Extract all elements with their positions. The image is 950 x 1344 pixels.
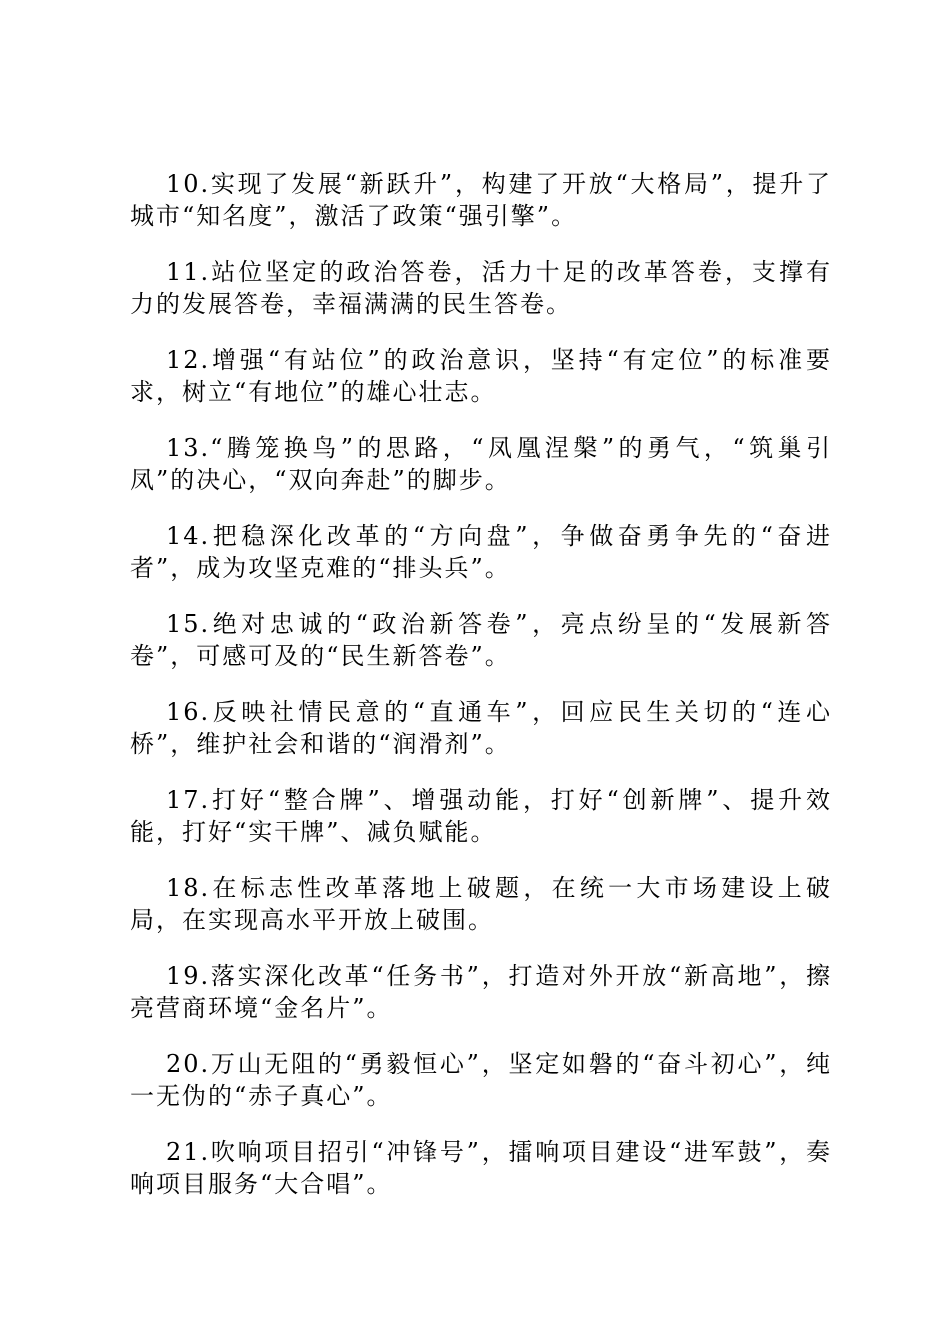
paragraph-11: 11.站位坚定的政治答卷，活力十足的改革答卷，支撑有力的发展答卷，幸福满满的民生答卷。 bbox=[130, 258, 832, 318]
paragraph-12: 12.增强“有站位”的政治意识，坚持“有定位”的标准要求，树立“有地位”的雄心壮志。 bbox=[130, 346, 832, 406]
paragraph-19: 19.落实深化改革“任务书”，打造对外开放“新高地”，擦亮营商环境“金名片”。 bbox=[130, 962, 832, 1022]
paragraph-14: 14.把稳深化改革的“方向盘”，争做奋勇争先的“奋进者”，成为攻坚克难的“排头兵”。 bbox=[130, 522, 832, 582]
paragraph-20: 20.万山无阻的“勇毅恒心”，坚定如磐的“奋斗初心”，纯一无伪的“赤子真心”。 bbox=[130, 1050, 832, 1110]
paragraph-17: 17.打好“整合牌”、增强动能，打好“创新牌”、提升效能，打好“实干牌”、减负赋能。 bbox=[130, 786, 832, 846]
paragraph-15: 15.绝对忠诚的“政治新答卷”，亮点纷呈的“发展新答卷”，可感可及的“民生新答卷”。 bbox=[130, 610, 832, 670]
paragraph-18: 18.在标志性改革落地上破题，在统一大市场建设上破局，在实现高水平开放上破围。 bbox=[130, 874, 832, 934]
paragraph-21: 21.吹响项目招引“冲锋号”，擂响项目建设“进军鼓”，奏响项目服务“大合唱”。 bbox=[130, 1138, 832, 1198]
paragraph-10: 10.实现了发展“新跃升”，构建了开放“大格局”，提升了城市“知名度”，激活了政策“强引擎”。 bbox=[130, 170, 832, 230]
paragraph-16: 16.反映社情民意的“直通车”，回应民生关切的“连心桥”，维护社会和谐的“润滑剂”。 bbox=[130, 698, 832, 758]
paragraph-13: 13.“腾笼换鸟”的思路，“凤凰涅槃”的勇气，“筑巢引凤”的决心，“双向奔赴”的脚步。 bbox=[130, 434, 832, 494]
document-body bbox=[130, 168, 832, 1224]
